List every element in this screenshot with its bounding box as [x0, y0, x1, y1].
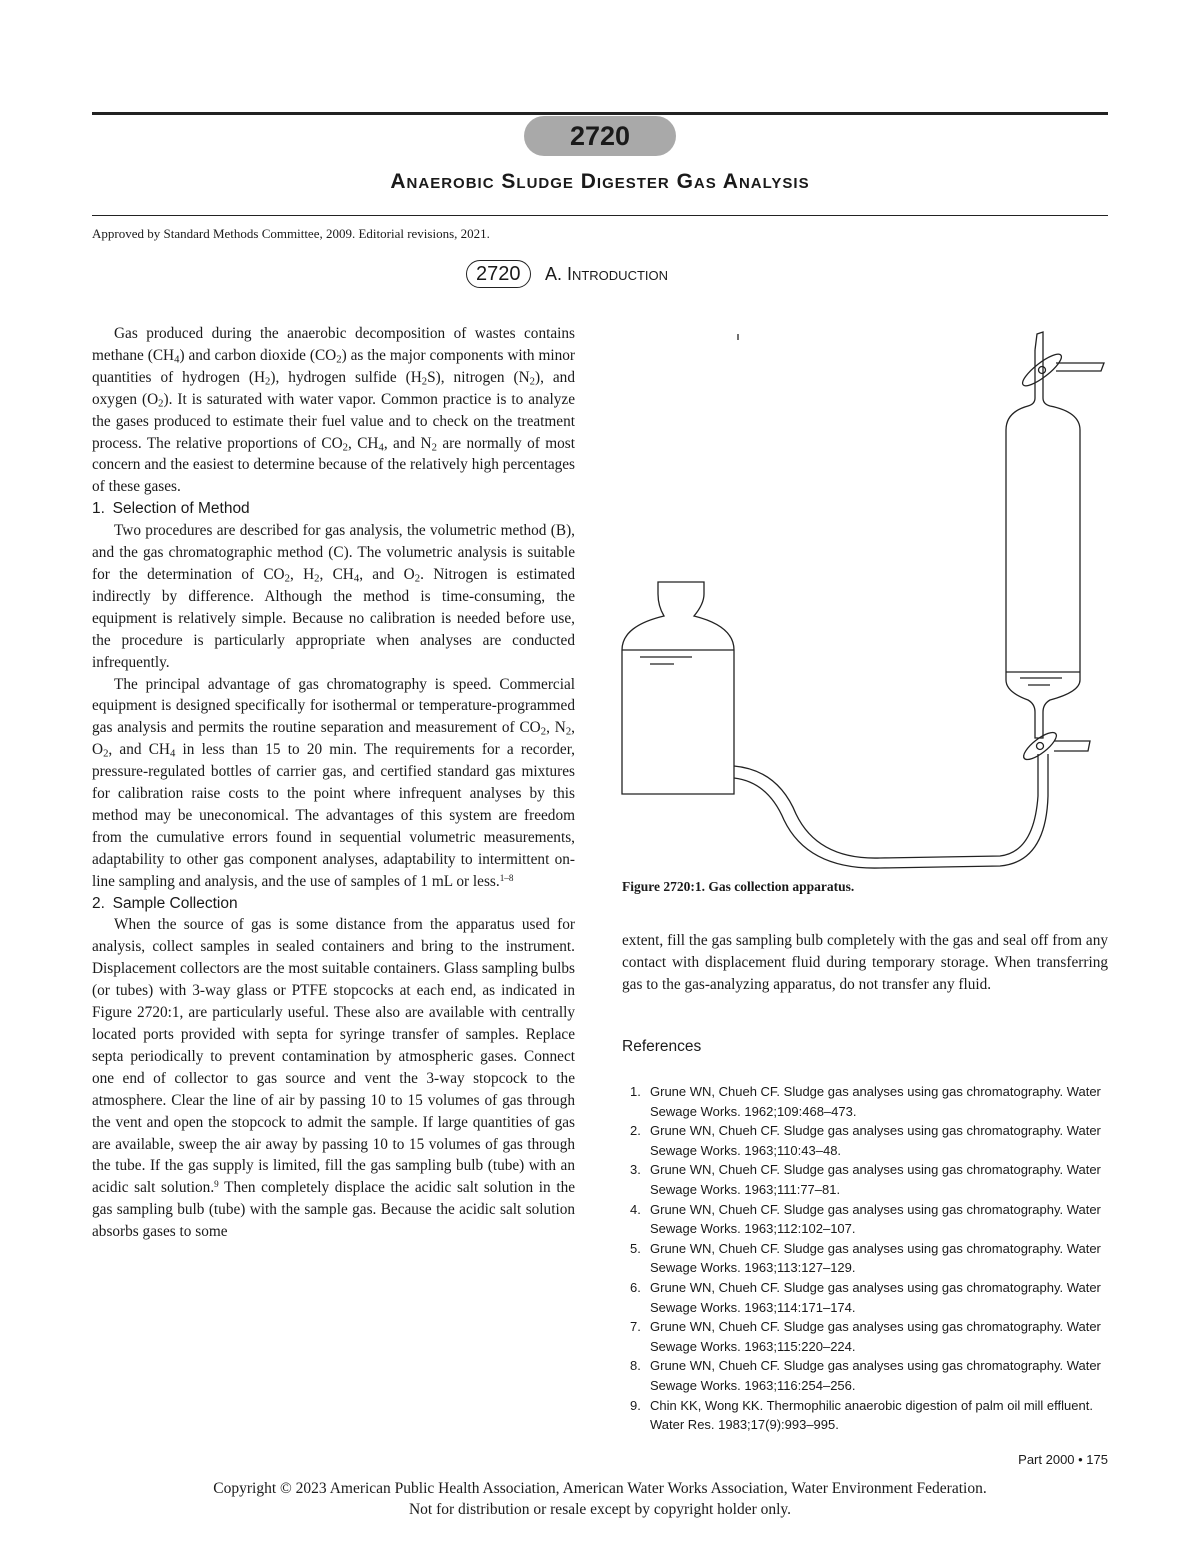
reference-item: 5. Grune WN, Chueh CF. Sludge gas analyses using gas chromatography. Water Sewage Works. 1963;113:127–129.: [630, 1240, 1101, 1276]
copyright-line: Copyright © 2023 American Public Health Association, American Water Works Association, Water Environment Federation.: [213, 1480, 987, 1497]
page-number: Part 2000 • 175: [1018, 1452, 1108, 1467]
collection-paragraph: When the source of gas is some distance from the apparatus used for analysis, collect samples in sealed containers and bring to the instrument. Displacement collectors are the most suitable containers. Glass sampling bulbs (or tubes) with 3-way glass or PTFE stopcocks at each end, as indicated in Figure 2720:1, are particularly useful. These also are available with centrally located ports provided with septa for syringe transfer of samples. Replace septa periodically to prevent contamination by atmospheric gases. Connect one end of collector to gas source and vent the 3-way stopcock to the atmosphere. Clear the line of air by passing 10 to 15 volumes of gas through the vent and open the stopcock to admit the sample. If large quantities of gas are available, sweep the air away by passing 10 to 15 volumes of gas through the tube. If the gas supply is limited, fill the gas sampling bulb (tube) with an acidic salt solution.$^9$ Then completely displace the acidic salt solution in the gas sampling bulb (tube) with the sample gas. Because the acidic salt solution absorbs gases to some: [92, 916, 576, 1241]
references-heading: References: [622, 1038, 702, 1055]
reference-item: 8. Grune WN, Chueh CF. Sludge gas analyses using gas chromatography. Water Sewage Works. 1963;116:254–256.: [630, 1358, 1101, 1393]
reference-item: 9. Chin KK, Wong KK. Thermophilic anaerobic digestion of palm oil mill effluent. Water Res. 1983;17(9):993–995.: [630, 1397, 1093, 1433]
title-rule: [92, 215, 1108, 216]
references-list: [622, 1082, 1108, 1435]
left-column: [92, 323, 575, 1243]
figure-caption: Figure 2720:1. Gas collection apparatus.: [622, 879, 855, 894]
section-heading: [466, 260, 668, 290]
reference-item: 2. Grune WN, Chueh CF. Sludge gas analyses using gas chromatography. Water Sewage Works. 1963;110:43–48.: [630, 1123, 1101, 1158]
gc-paragraph: The principal advantage of gas chromatography is speed. Commercial equipment is designed specifically for isothermal or temperature-programmed gas analysis and permits the routine separation and measurement of $CO_2$, $N_2$, $O_2$, and $CH_4$ in less than 15 to 20 min. The requirements for a recorder, pressure-regulated bottles of carrier gas, and certified standard gas mixtures for calibration raise costs to the point where infrequent analyses by this method may be uneconomical. The advantages of this system are freedom from the cumulative errors found in sequential volumetric measurements, adaptability to other gas component analyses, adaptability to intermittent on-line sampling and analysis, and the use of samples of 1 mL or less.$^{1-8}$: [92, 675, 576, 890]
section-number-badge: 2720: [524, 116, 676, 156]
gas-collection-apparatus-figure: [610, 320, 1110, 875]
subsection-selection-heading: 1. Selection of Method: [92, 500, 250, 518]
copyright-notice: [0, 1478, 1200, 1520]
method-paragraph: Two procedures are described for gas analysis, the volumetric method (B), and the gas chromatographic method (C). The volumetric analysis is suitable for the determination of $CO_2$, $H_2$, $CH_4$, and $O_2$. Nitrogen is estimated indirectly by difference. Although the method is time-consuming, the equipment is relatively simple. Because no calibration is needed before use, the procedure is particularly appropriate when analyses are conducted infrequently.: [92, 522, 575, 671]
intro-paragraph: Gas produced during the anaerobic decomposition of wastes contains methane $(CH_4)$ and carbon dioxide $(CO_2)$ as the major components with minor quantities of hydrogen $(H_2)$, hydrogen sulfide $(H_2S)$, nitrogen $(N_2)$, and oxygen $(O_2)$. It is saturated with water vapor. Common practice is to analyze the gases produced to estimate their fuel value and to check on the treatment process. The relative proportions of $CO_2$, $CH_4$, and $N_2$ are normally of most concern and the easiest to determine because of the relatively high percentages of these gases.: [92, 325, 576, 496]
subsection-collection-heading: 2. Sample Collection: [92, 894, 238, 912]
document-title: Anaerobic Sludge Digester Gas Analysis: [390, 170, 810, 193]
reference-item: 3. Grune WN, Chueh CF. Sludge gas analyses using gas chromatography. Water Sewage Works. 1963;111:77–81.: [630, 1162, 1101, 1197]
approval-note: Approved by Standard Methods Committee, 2009. Editorial revisions, 2021.: [92, 226, 490, 241]
reference-item: 4. Grune WN, Chueh CF. Sludge gas analyses using gas chromatography. Water Sewage Works. 1963;112:102–107.: [630, 1201, 1101, 1237]
continuation-paragraph: extent, fill the gas sampling bulb completely with the gas and seal off from any contact with displacement fluid during temporary storage. When transferring gas to the gas-analyzing apparatus, do not transfer any fluid.: [622, 932, 1108, 993]
section-number-oval: 2720: [466, 260, 531, 288]
distribution-notice: Not for distribution or resale except by copyright holder only.: [408, 1501, 792, 1518]
reference-item: 6. Grune WN, Chueh CF. Sludge gas analyses using gas chromatography. Water Sewage Works. 1963;114:171–174.: [630, 1279, 1101, 1315]
reference-item: 7. Grune WN, Chueh CF. Sludge gas analyses using gas chromatography. Water Sewage Works. 1963;115:220–224.: [630, 1319, 1101, 1354]
top-rule: [92, 112, 1108, 115]
section-title: A. Introduction: [544, 263, 669, 284]
reference-item: 1. Grune WN, Chueh CF. Sludge gas analyses using gas chromatography. Water Sewage Works. 1962;109:468–473.: [630, 1084, 1101, 1119]
